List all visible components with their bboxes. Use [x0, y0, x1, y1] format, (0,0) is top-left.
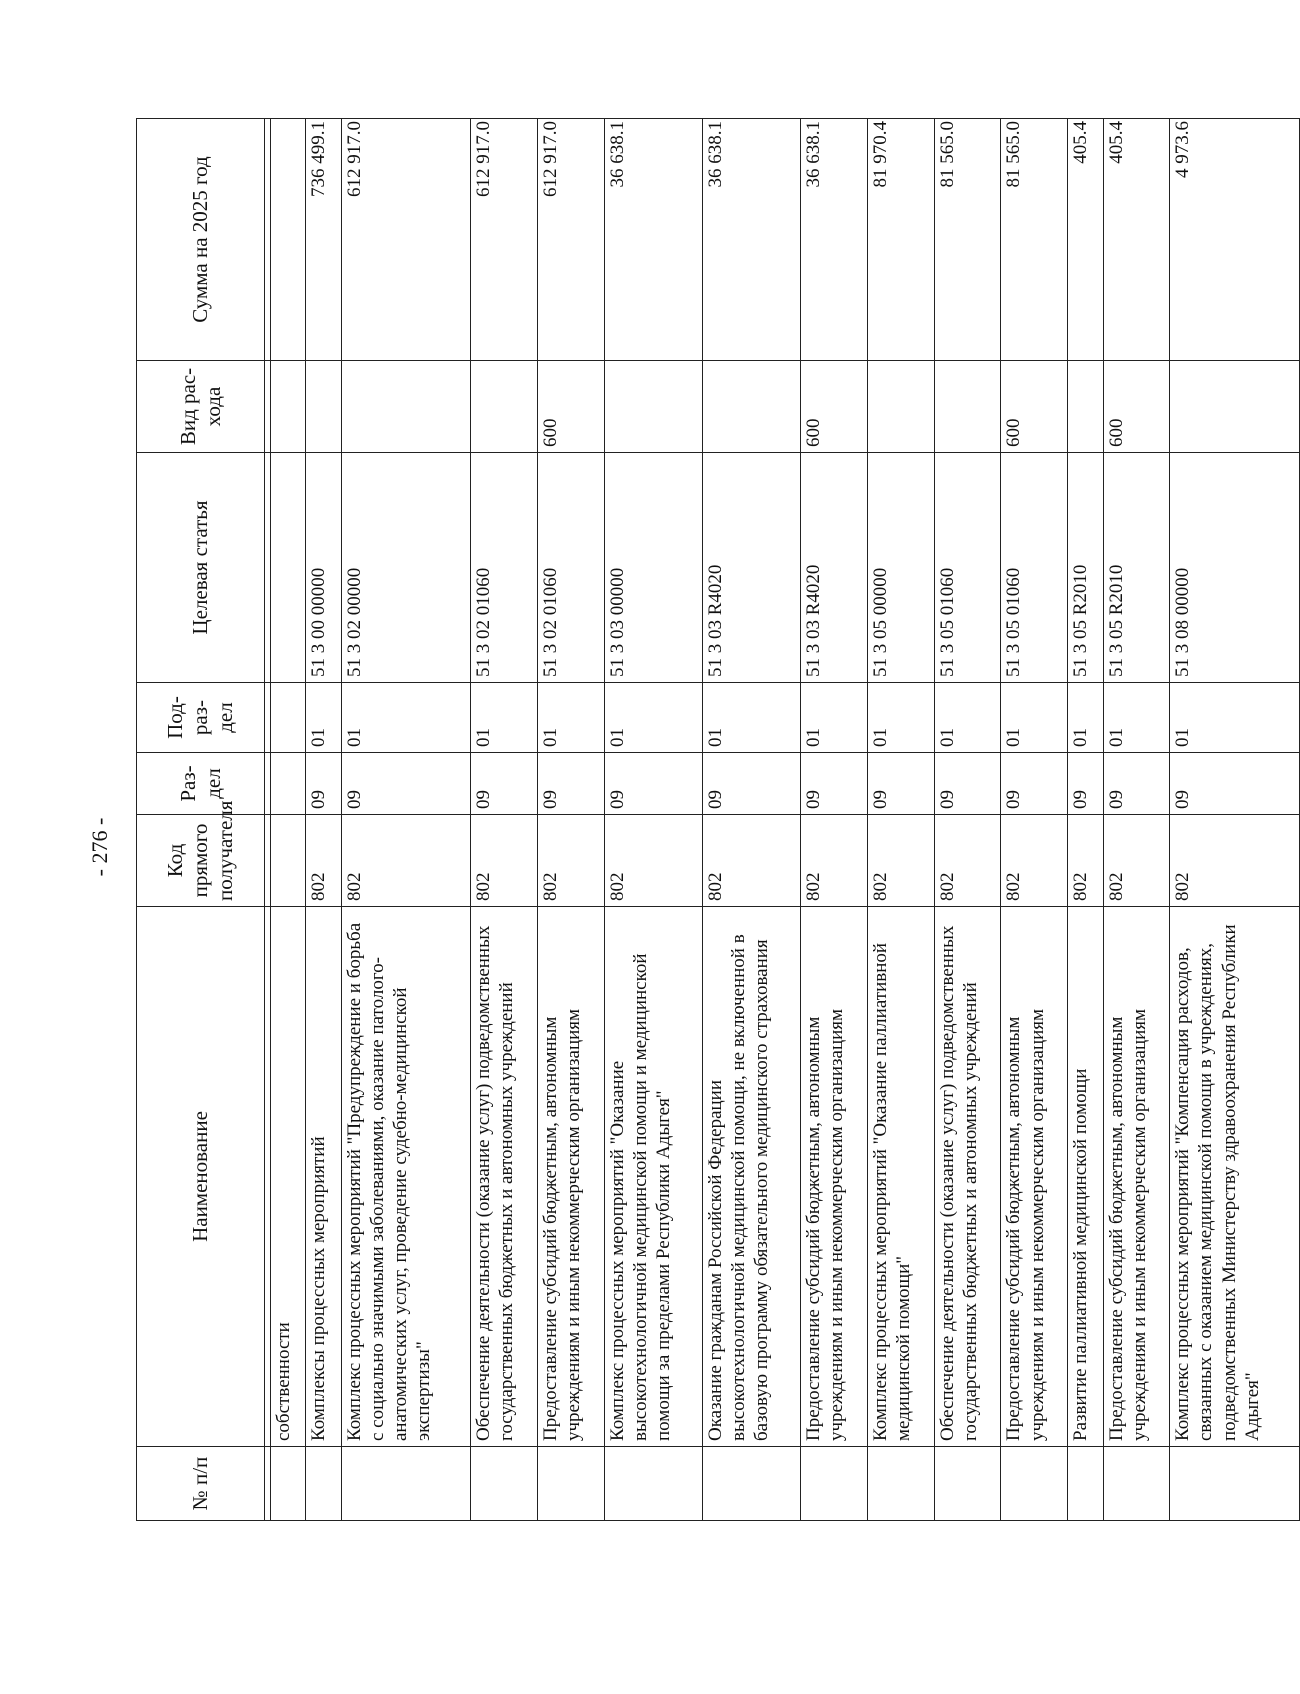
- cell-expense: [934, 361, 1001, 453]
- cell-target: 51 3 02 01060: [471, 453, 538, 683]
- header-target: Целевая статья: [137, 453, 265, 683]
- cell-target: 51 3 00 00000: [306, 453, 341, 683]
- cell-subsection: 01: [1103, 683, 1170, 753]
- cell-section: 09: [702, 753, 800, 815]
- cell-amount: 612 917.0: [341, 119, 470, 361]
- cell-num: [471, 1447, 538, 1521]
- cell-expense: [604, 361, 702, 453]
- cell-subsection: 01: [702, 683, 800, 753]
- table-row: [1068, 119, 1103, 1521]
- cell-amount: 81 970.4: [867, 119, 934, 361]
- cell-target: 51 3 05 01060: [934, 453, 1001, 683]
- cell-num: [604, 1447, 702, 1521]
- cell-amount: 736 499.1: [306, 119, 341, 361]
- table-row: [1103, 119, 1170, 1521]
- budget-table: [136, 118, 1300, 1521]
- table-row: [271, 119, 306, 1521]
- cell-recipient: 802: [1170, 815, 1300, 907]
- cell-name: Обеспечение деятельности (оказание услуг) подведомственных государственных бюджетных и автономных учреждений: [471, 907, 538, 1447]
- cell-section: 09: [341, 753, 470, 815]
- header-amount: Сумма на 2025 год: [137, 119, 265, 361]
- cell-amount: 405.4: [1068, 119, 1103, 361]
- header-recipient: Код прямого получателя: [137, 815, 265, 907]
- cell-amount: 81 565.0: [1001, 119, 1068, 361]
- cell-target: 51 3 05 R2010: [1068, 453, 1103, 683]
- cell-name: Обеспечение деятельности (оказание услуг) подведомственных государственных бюджетных и автономных учреждений: [934, 907, 1001, 1447]
- cell-name: Предоставление субсидий бюджетным, автономным учреждениям и иным некоммерческим организациям: [801, 907, 868, 1447]
- cell-amount: 81 565.0: [934, 119, 1001, 361]
- cell-section: 09: [538, 753, 605, 815]
- cell-section: 09: [1103, 753, 1170, 815]
- rotated-table-container: [136, 119, 1300, 1521]
- table-row: [1001, 119, 1068, 1521]
- cell-amount: 405.4: [1103, 119, 1170, 361]
- cell-section: 09: [1068, 753, 1103, 815]
- header-section: Раз-дел: [137, 753, 265, 815]
- table-header-row: [137, 119, 265, 1521]
- cell-recipient: 802: [538, 815, 605, 907]
- cell-num: [702, 1447, 800, 1521]
- cell-expense: [306, 361, 341, 453]
- cell-section: 09: [471, 753, 538, 815]
- cell-subsection: 01: [306, 683, 341, 753]
- cell-target: 51 3 05 R2010: [1103, 453, 1170, 683]
- cell-num: [1001, 1447, 1068, 1521]
- cell-subsection: 01: [471, 683, 538, 753]
- cell-amount: 4 973.6: [1170, 119, 1300, 361]
- cell-subsection: 01: [1068, 683, 1103, 753]
- cell-expense: [867, 361, 934, 453]
- cell-num: [538, 1447, 605, 1521]
- cell-num: [341, 1447, 470, 1521]
- cell-recipient: 802: [341, 815, 470, 907]
- cell-section: 09: [306, 753, 341, 815]
- cell-name: Развитие паллиативной медицинской помощи: [1068, 907, 1103, 1447]
- cell-target: 51 3 02 01060: [538, 453, 605, 683]
- cell-target: [271, 453, 306, 683]
- cell-section: 09: [867, 753, 934, 815]
- cell-amount: 36 638.1: [801, 119, 868, 361]
- cell-expense: 600: [1103, 361, 1170, 453]
- cell-section: 09: [801, 753, 868, 815]
- table-body: [265, 119, 1300, 1521]
- table-row: [702, 119, 800, 1521]
- table-row: [1170, 119, 1300, 1521]
- cell-subsection: 01: [801, 683, 868, 753]
- cell-expense: [1068, 361, 1103, 453]
- cell-num: [867, 1447, 934, 1521]
- cell-subsection: 01: [538, 683, 605, 753]
- cell-expense: [271, 361, 306, 453]
- cell-expense: [471, 361, 538, 453]
- cell-target: 51 3 03 R4020: [801, 453, 868, 683]
- table-row: [341, 119, 470, 1521]
- cell-recipient: 802: [1103, 815, 1170, 907]
- cell-expense: 600: [801, 361, 868, 453]
- cell-name: Комплекс процессных мероприятий "Предупреждение и борьба с социально значимыми заболеваниями, оказание патолого-анатомических услуг, проведение судебно-медицинской экспертизы": [341, 907, 470, 1447]
- page-number: - 276 -: [87, 817, 112, 877]
- cell-recipient: 802: [934, 815, 1001, 907]
- cell-section: [271, 753, 306, 815]
- table-row: [801, 119, 868, 1521]
- cell-name: Комплексы процессных мероприятий: [306, 907, 341, 1447]
- cell-recipient: 802: [1001, 815, 1068, 907]
- header-name: Наименование: [137, 907, 265, 1447]
- cell-section: 09: [1001, 753, 1068, 815]
- cell-recipient: [271, 815, 306, 907]
- cell-target: 51 3 08 00000: [1170, 453, 1300, 683]
- cell-section: 09: [604, 753, 702, 815]
- cell-section: 09: [934, 753, 1001, 815]
- table-row: [867, 119, 934, 1521]
- cell-subsection: 01: [1170, 683, 1300, 753]
- cell-name: Предоставление субсидий бюджетным, автономным учреждениям и иным некоммерческим организациям: [538, 907, 605, 1447]
- table-row: [604, 119, 702, 1521]
- cell-amount: 612 917.0: [471, 119, 538, 361]
- table-row: [306, 119, 341, 1521]
- cell-target: 51 3 03 R4020: [702, 453, 800, 683]
- cell-expense: [702, 361, 800, 453]
- cell-recipient: 802: [306, 815, 341, 907]
- cell-subsection: 01: [1001, 683, 1068, 753]
- cell-name: Предоставление субсидий бюджетным, автономным учреждениям и иным некоммерческим организациям: [1001, 907, 1068, 1447]
- cell-num: [934, 1447, 1001, 1521]
- cell-num: [1170, 1447, 1300, 1521]
- cell-num: [1103, 1447, 1170, 1521]
- cell-subsection: [271, 683, 306, 753]
- cell-subsection: 01: [867, 683, 934, 753]
- cell-expense: 600: [1001, 361, 1068, 453]
- cell-subsection: 01: [934, 683, 1001, 753]
- header-subsection: Под-раз-дел: [137, 683, 265, 753]
- cell-amount: 612 917.0: [538, 119, 605, 361]
- table-row: [538, 119, 605, 1521]
- cell-recipient: 802: [471, 815, 538, 907]
- cell-recipient: 802: [702, 815, 800, 907]
- cell-name: Предоставление субсидий бюджетным, автономным учреждениям и иным некоммерческим организациям: [1103, 907, 1170, 1447]
- cell-target: 51 3 05 00000: [867, 453, 934, 683]
- cell-recipient: 802: [801, 815, 868, 907]
- cell-name: Комплекс процессных мероприятий "Оказание паллиативной медицинской помощи": [867, 907, 934, 1447]
- cell-subsection: 01: [341, 683, 470, 753]
- table-row: [471, 119, 538, 1521]
- cell-name: собственности: [271, 907, 306, 1447]
- cell-amount: [271, 119, 306, 361]
- table-row: [934, 119, 1001, 1521]
- cell-name: Оказание гражданам Российской Федерации высокотехнологичной медицинской помощи, не включенной в базовую программу обязательного медицинского страхования: [702, 907, 800, 1447]
- cell-target: 51 3 03 00000: [604, 453, 702, 683]
- cell-expense: [1170, 361, 1300, 453]
- cell-subsection: 01: [604, 683, 702, 753]
- cell-num: [1068, 1447, 1103, 1521]
- cell-recipient: 802: [1068, 815, 1103, 907]
- cell-amount: 36 638.1: [604, 119, 702, 361]
- cell-target: 51 3 02 00000: [341, 453, 470, 683]
- cell-name: Комплекс процессных мероприятий "Оказание высокотехнологичной медицинской помощи и медицинской помощи за пределами Республики Адыгея": [604, 907, 702, 1447]
- cell-num: [801, 1447, 868, 1521]
- cell-expense: [341, 361, 470, 453]
- cell-amount: 36 638.1: [702, 119, 800, 361]
- cell-target: 51 3 05 01060: [1001, 453, 1068, 683]
- cell-name: Комплекс процессных мероприятий "Компенсация расходов, связанных с оказанием медицинской помощи в учреждениях, подведомственных Министерству здравоохранения Республики Адыгея": [1170, 907, 1300, 1447]
- cell-num: [271, 1447, 306, 1521]
- header-expense: Вид рас-хода: [137, 361, 265, 453]
- cell-section: 09: [1170, 753, 1300, 815]
- cell-expense: 600: [538, 361, 605, 453]
- header-num: № п/п: [137, 1447, 265, 1521]
- cell-recipient: 802: [604, 815, 702, 907]
- cell-recipient: 802: [867, 815, 934, 907]
- cell-num: [306, 1447, 341, 1521]
